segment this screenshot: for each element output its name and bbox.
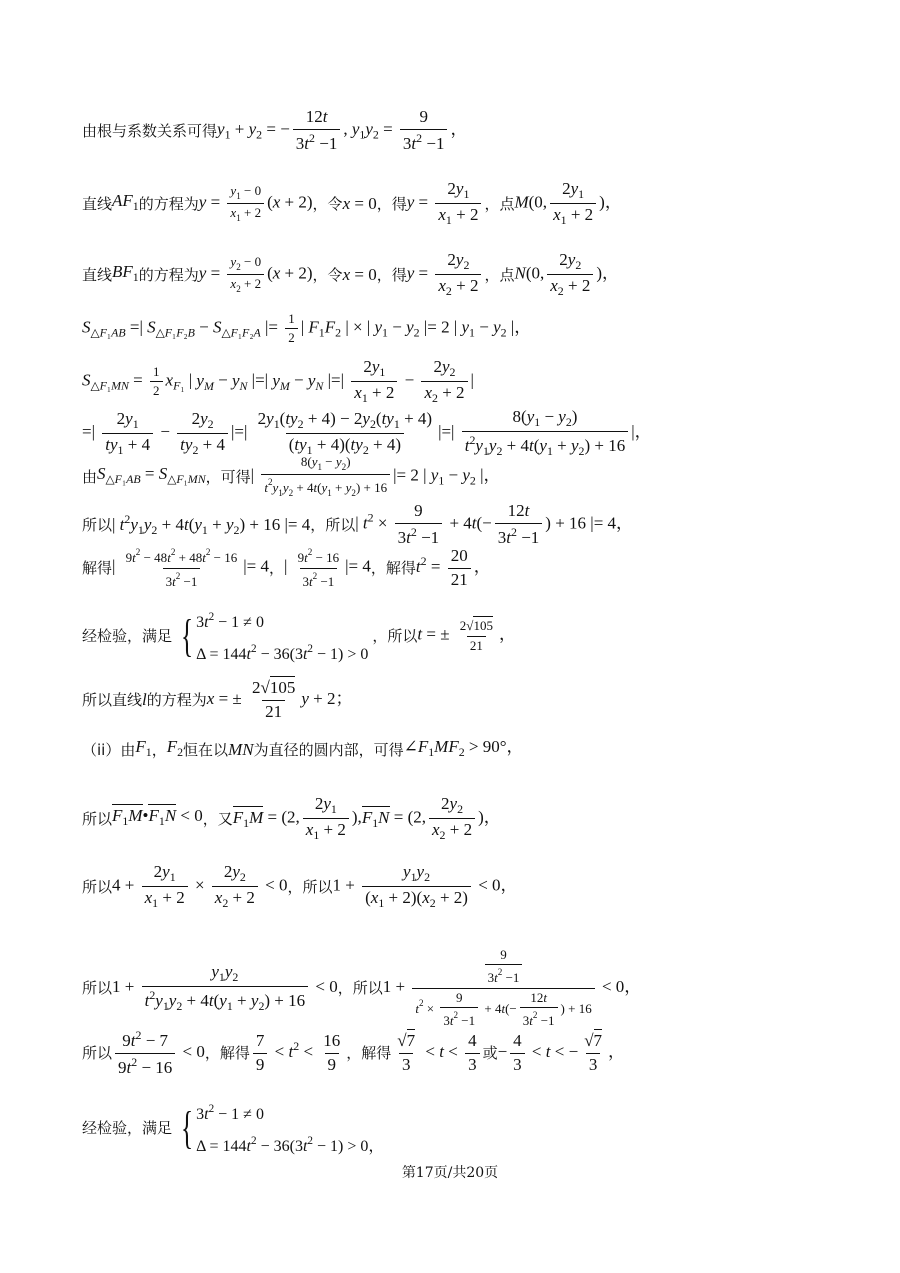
text-part-ii-d: 为直径的圆内部，可得 bbox=[253, 740, 404, 759]
formula-solve-b: | $\frac{9t^2 - 16}{3t^2 -1}$ |= 4 bbox=[283, 547, 371, 589]
text-line-bf1-a: 直线 bbox=[82, 265, 113, 284]
text-line-af1-c: ，令 bbox=[312, 194, 343, 213]
formula-af1-eq: y = $\frac{y_1 - 0}{x_1 + 2}$ (x + 2) bbox=[198, 183, 313, 224]
text-part-ii-b: ， bbox=[151, 740, 167, 759]
formula-f2: $F_2$ bbox=[166, 737, 184, 759]
text-check2-a: 经检验，满足 bbox=[82, 1119, 173, 1137]
formula-af1-y: y = $\frac{2y_1}{x_1 + 2}$ bbox=[407, 180, 485, 227]
formula-vieta: $y_1 + y_2$ = − $\frac{12t}{3t^2 -1}$ , $y_1y_2$ = $\frac{9}{3t^2 -1}$ ， bbox=[217, 107, 468, 153]
line-substitute bbox=[82, 502, 860, 547]
line-vieta bbox=[82, 108, 860, 153]
formula-dot: $F_1M•F_1N < 0$ bbox=[112, 806, 203, 829]
line-check-2 bbox=[82, 1099, 860, 1157]
formula-area-expand: =| $\frac{2y_1}{ty_1 + 4}$ − $\frac{2y_2}{ty_2 + 4}$ |=| $\frac{2y_1(ty_2 + 4) - 2y_2(ty_1 + 4)}{(ty_1 + 4)(ty_2 + 4)}$ |=| $\frac{8(y_1 - y_2)}{t^2y_1y_2 + 4t(y_1 + y_2) + 16}$ |， bbox=[82, 407, 652, 459]
formula-ineq1-a: 4 + $\frac{2y_1}{x_1 + 2}$ × $\frac{2y_2}{x_2 + 2}$ < 0 bbox=[112, 862, 288, 911]
text-line-af1-e: ，点 bbox=[484, 194, 515, 213]
system-conditions-1: { $3t^2 - 1 \ne 0$ $\Delta = 144t^2 - 36(3t^2 - 1) > 0$ bbox=[180, 610, 369, 663]
text-line-af1-a: 直线 bbox=[82, 194, 113, 213]
text-range-b: ，解得 bbox=[204, 1044, 250, 1063]
formula-point-n: N(0, $\frac{2y_2}{x_2 + 2}$ )， bbox=[514, 250, 619, 299]
formula-substitute-a: | $t^2y_1y_2 + 4t(y_1 + y_2) + 16$ |= 4 bbox=[112, 512, 311, 538]
line-af1 bbox=[82, 180, 860, 227]
formula-range-d: − $\frac{4}{3}$ < t < − $\frac{√7}{3}$ ， bbox=[497, 1031, 626, 1074]
formula-t-value: t = ± $\frac{2√105}{21}$ ， bbox=[417, 618, 516, 653]
text-part-ii-a: （ii）由 bbox=[82, 740, 136, 759]
text-line-l-a: 所以直线 bbox=[82, 691, 143, 710]
formula-bf1-eq: y = $\frac{y_2 - 0}{x_2 + 2}$ (x + 2) bbox=[198, 254, 313, 295]
text-ineq2-a: 所以 bbox=[82, 979, 113, 998]
line-equal-areas bbox=[82, 455, 860, 498]
text-equal-areas-b: ，可得 bbox=[205, 467, 251, 486]
line-area-expand bbox=[82, 408, 860, 458]
text-line-l-b: 的方程为 bbox=[146, 691, 207, 710]
text-line-af1-d: ，得 bbox=[376, 194, 407, 213]
text-substitute-a: 所以 bbox=[82, 515, 113, 534]
formula-bf1-name: $BF_1$ bbox=[112, 262, 139, 285]
text-range-a: 所以 bbox=[82, 1044, 113, 1063]
formula-x0: x = 0 bbox=[342, 193, 377, 213]
formula-solve-a: | $\frac{9t^2 - 48t^2 + 48t^2 - 16}{3t^2 -1}$ |= 4 bbox=[112, 547, 269, 589]
formula-range-b: $\frac{7}{9}$ < $t^2$ < $\frac{16}{9}$ bbox=[250, 1032, 346, 1074]
line-area-f1mn bbox=[82, 358, 860, 405]
formula-ineq2-b: 1 + $\frac{9}{3t^2 -1}$ $t^2$ × $\frac{9}{3t^2 -1}$ + 4t(− $\frac{12t}{3t^2 -1}$ ) + 16 < 0， bbox=[382, 947, 642, 1028]
formula-equal-areas-b: | $\frac{8(y_1 - y_2)}{t^2y_1y_2 + 4t(y_1 + y_2) + 16}$ |= 2 | $y_1 - y_2$ |， bbox=[250, 454, 501, 498]
text-ineq2-b: ，所以 bbox=[337, 979, 383, 998]
text-solve-a: 解得 bbox=[82, 559, 113, 578]
text-check-a: 经检验，满足 bbox=[82, 627, 173, 645]
line-solve-t2 bbox=[82, 547, 860, 589]
formula-l-eq: x = ± $\frac{2√105}{21}$ y + 2； bbox=[206, 678, 353, 721]
text-dot-a: 所以 bbox=[82, 809, 113, 828]
line-area-f1ab bbox=[82, 312, 860, 346]
formula-f1: $F_1$ bbox=[135, 737, 152, 759]
formula-range-a: $\frac{9t^2 - 7}{9t^2 - 16}$ < 0 bbox=[112, 1029, 205, 1077]
formula-solve-c: $t^2$ = $\frac{20}{21}$ ， bbox=[415, 546, 491, 589]
line-check-1 bbox=[82, 607, 860, 665]
text-line-bf1-e: ，点 bbox=[484, 265, 515, 284]
text-solve-c: ，解得 bbox=[370, 559, 416, 578]
formula-ineq2-a: 1 + $\frac{y_1y_2}{t^2y_1y_2 + 4t(y_1 + y_2) + 16}$ < 0 bbox=[112, 962, 338, 1014]
formula-ineq1-b: 1 + $\frac{y_1y_2}{(x_1 + 2)(x_2 + 2)}$ < 0， bbox=[332, 862, 518, 911]
text-vieta: 由根与系数关系可得 bbox=[82, 121, 218, 140]
system-conditions-2: { $3t^2 - 1 \ne 0$ $\Delta = 144t^2 - 36(3t^2 - 1) > 0$， bbox=[180, 1102, 385, 1155]
line-ineq-2 bbox=[82, 948, 860, 1028]
formula-bf1-y: y = $\frac{2y_2}{x_2 + 2}$ bbox=[407, 251, 485, 298]
text-ineq1-b: ，所以 bbox=[287, 877, 333, 896]
text-substitute-b: ，所以 bbox=[310, 515, 356, 534]
formula-point-m: M(0, $\frac{2y_1}{x_1 + 2}$ )， bbox=[514, 179, 622, 228]
formula-area-f1mn: $S_{\triangle F_1MN}$ = $\frac{1}{2}$ $x_{F_1}$ | $y_M - y_N$ |=| $y_M - y_N$ |=| $\frac{2y_1}{x_1 + 2}$ − $\frac{2y_2}{x_2 + 2}$ | bbox=[82, 357, 474, 406]
formula-equal-areas: $S_{\triangle F_1AB} = S_{\triangle F_1MN}$ bbox=[97, 464, 206, 486]
formula-mn: MN bbox=[228, 739, 254, 759]
text-equal-areas-a: 由 bbox=[82, 467, 98, 486]
formula-range-c: $\frac{√7}{3}$ < t < $\frac{4}{3}$ bbox=[391, 1032, 482, 1074]
formula-angle: $\angle F_1MF_2 > 90^\circ$， bbox=[403, 737, 524, 759]
line-final-range bbox=[82, 1029, 860, 1077]
formula-x0-b: x = 0 bbox=[342, 264, 377, 284]
line-part-ii bbox=[82, 737, 860, 762]
formula-substitute-b: | $t^2$ × $\frac{9}{3t^2 -1}$ + 4t(− $\frac{12t}{3t^2 -1}$ ) + 16 |= 4， bbox=[355, 501, 634, 547]
line-equation-l bbox=[82, 679, 860, 721]
text-part-ii-c: 恒在以 bbox=[183, 740, 229, 759]
line-ineq-1 bbox=[82, 863, 860, 910]
text-solve-b: ， bbox=[268, 559, 284, 578]
text-line-bf1-c: ，令 bbox=[312, 265, 343, 284]
formula-l-name: l bbox=[142, 690, 147, 710]
formula-af1-name: $AF_1$ bbox=[112, 191, 139, 214]
text-line-af1-b: 的方程为 bbox=[138, 194, 199, 213]
text-line-bf1-b: 的方程为 bbox=[138, 265, 199, 284]
text-dot-b: ，又 bbox=[202, 809, 233, 828]
page-footer: 第17页/共20页 bbox=[401, 1165, 499, 1181]
line-dot-product bbox=[82, 795, 860, 842]
text-range-d: 或 bbox=[482, 1044, 498, 1063]
formula-vectors: $F_1M = (2$, $\frac{2y_1}{x_1 + 2}$ )$,F_1N = (2$, $\frac{2y_2}{x_2 + 2}$ )， bbox=[232, 794, 501, 843]
text-check-b: ，所以 bbox=[372, 627, 418, 645]
text-ineq1-a: 所以 bbox=[82, 877, 113, 896]
line-bf1 bbox=[82, 251, 860, 298]
text-range-c: ，解得 bbox=[346, 1044, 392, 1063]
text-line-bf1-d: ，得 bbox=[376, 265, 407, 284]
formula-area-f1ab: $S_{\triangle F_1AB}$ =| $S_{\triangle F_1F_2B} - S_{\triangle F_1F_2A}$ |= $\frac{1}{2}$ | $F_1F_2$ | × | $y_1 - y_2$ |= 2 | $y_1 - y_2$ |， bbox=[82, 311, 532, 346]
